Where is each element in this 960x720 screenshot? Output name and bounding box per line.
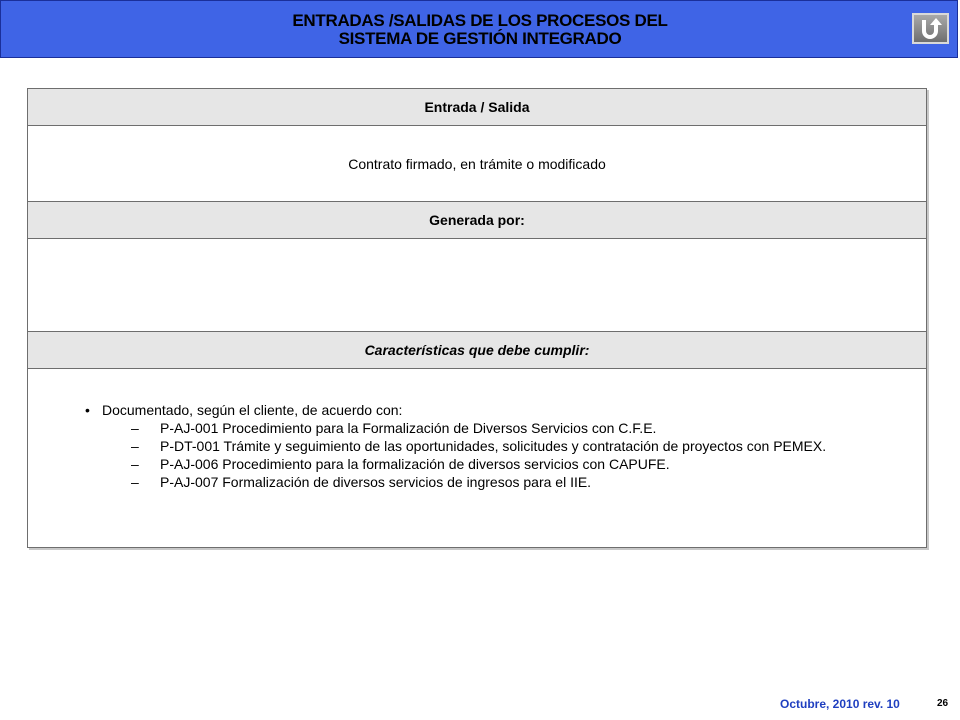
- list-item: [85, 473, 865, 491]
- entrada-salida-value: Contrato firmado, en trámite o modificado: [348, 155, 606, 172]
- generada-por-cell: [28, 239, 926, 332]
- list-item: [85, 401, 865, 419]
- requirements-list: [85, 401, 865, 491]
- page-title: [1, 12, 959, 48]
- dash-icon: –: [131, 474, 139, 490]
- generada-por-label: Generada por:: [429, 212, 525, 228]
- generada-por-header: [28, 202, 926, 239]
- bullet-icon: •: [85, 402, 90, 418]
- back-button[interactable]: [912, 13, 949, 44]
- entrada-salida-header: [28, 89, 926, 126]
- requirement-item-3: P-AJ-006 Procedimiento para la formalización de diversos servicios con CAPUFE.: [160, 456, 670, 472]
- caracteristicas-label: Características que debe cumplir:: [364, 342, 590, 358]
- list-item: [85, 437, 865, 455]
- entrada-salida-label: Entrada / Salida: [424, 99, 530, 115]
- requirements-intro: Documentado, según el cliente, de acuerdo con:: [102, 402, 403, 418]
- dash-icon: –: [131, 420, 139, 436]
- u-turn-back-icon: [917, 16, 944, 41]
- list-item: [85, 455, 865, 473]
- dash-icon: –: [131, 456, 139, 472]
- page-title-line2: SISTEMA DE GESTIÓN INTEGRADO: [338, 29, 622, 48]
- caracteristicas-cell: [28, 369, 926, 547]
- entry-output-table: [27, 88, 927, 548]
- dash-icon: –: [131, 438, 139, 454]
- list-item: [85, 419, 865, 437]
- requirement-item-2: P-DT-001 Trámite y seguimiento de las oportunidades, solicitudes y contratación de proyectos con PEMEX.: [160, 438, 827, 454]
- requirement-item-4: P-AJ-007 Formalización de diversos servicios de ingresos para el IIE.: [160, 474, 592, 490]
- entrada-salida-cell: [28, 126, 926, 202]
- requirement-item-1: P-AJ-001 Procedimiento para la Formalización de Diversos Servicios con C.F.E.: [160, 420, 657, 436]
- page-number: 26: [937, 698, 949, 709]
- caracteristicas-header: [28, 332, 926, 369]
- footer-date-revision: Octubre, 2010 rev. 10: [780, 697, 900, 711]
- page-title-line1: ENTRADAS /SALIDAS DE LOS PROCESOS DEL: [292, 11, 668, 30]
- header-banner: [0, 0, 958, 58]
